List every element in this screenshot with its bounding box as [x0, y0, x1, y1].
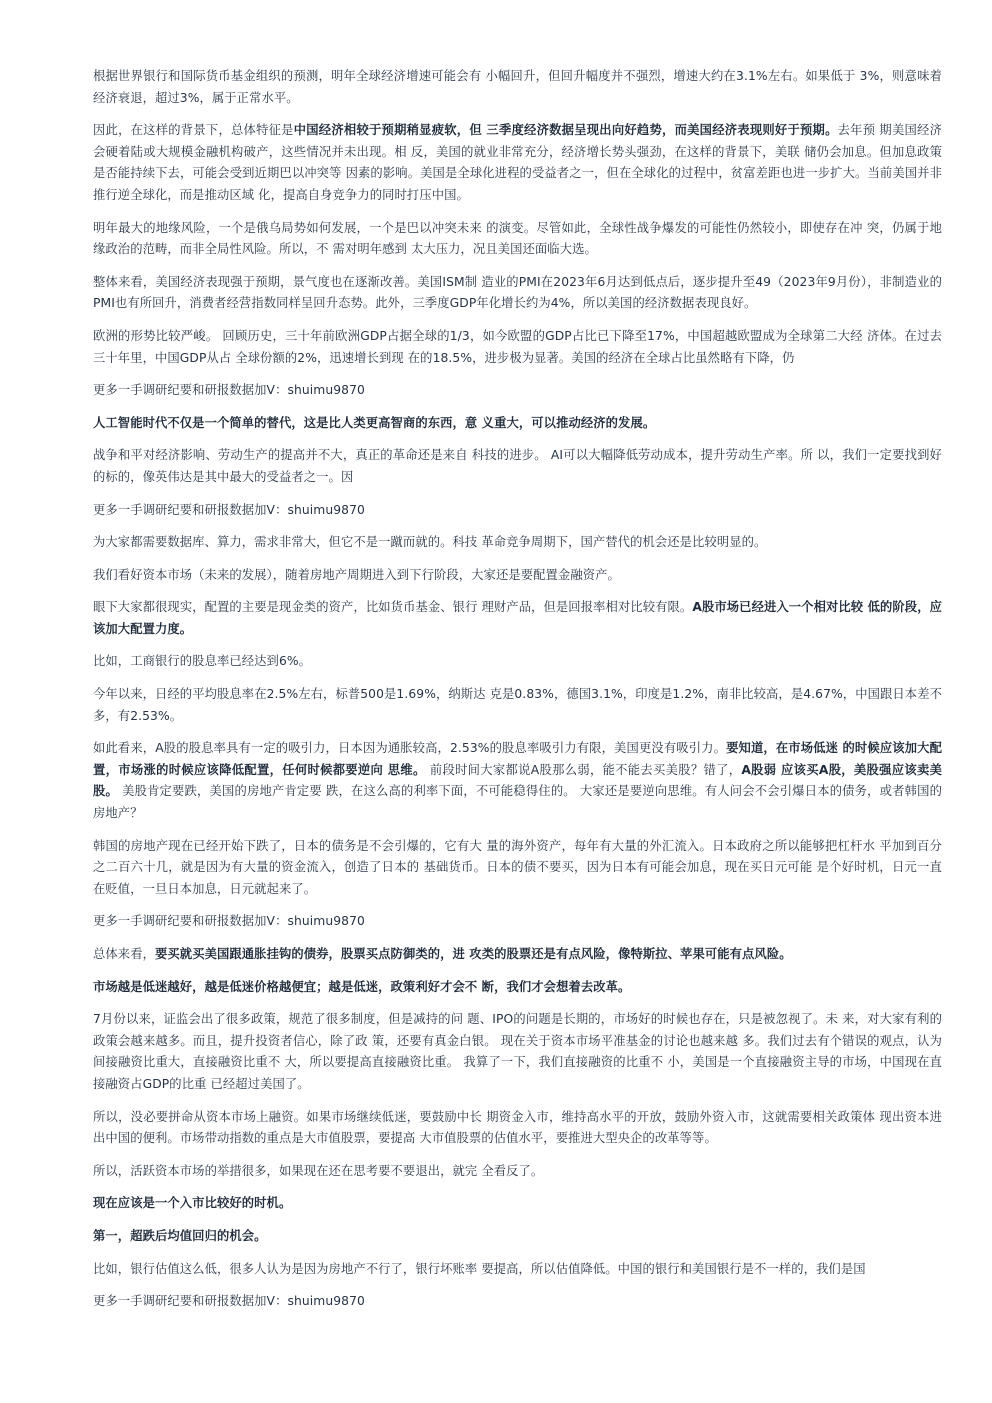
paragraph-text: 韩国的房地产现在已经开始下跌了，日本的债务是不会引爆的，它有大 量的海外资产，每年有大量的外汇流入。日本政府之所以能够把杠杆水 平加到百分之二百六十几，就是因为有大量的资金流入，创造了日本的 基础货币。日本的债不要买，因为日本有可能会加息，现在买日元可能 是个好时机，日元一直在贬值，一旦日本加息，日元就起来了。	[93, 838, 942, 896]
paragraph	[93, 445, 942, 488]
paragraph-text: 更多一手调研纪要和研报数据加V：shuimu9870	[93, 383, 365, 398]
paragraph-text: 美股肯定要跌，美国的房地产肯定要 跌，在这么高的利率下面，不可能稳得住的。 大家还是要逆向思维。有人问会不会引爆日本的债务，或者韩国的房地产？	[93, 784, 943, 821]
bold-text: 人工智能时代不仅是一个简单的替代，这是比人类更高智商的东西，意 义重大，可以推动经济的发展。	[93, 415, 656, 430]
paragraph-text: 整体来看，美国经济表现强于预期，景气度也在逐渐改善。美国ISM制 造业的PMI在2023年6月达到低点后，逐步提升至49（2023年9月份），非制造业的PMI也有所回升，消费者经营指数同样呈回升态势。此外，三季度GDP年化增长约为4%，所以美国的经济数据表现良好。	[93, 274, 942, 311]
paragraph-text: 今年以来，日经的平均股息率在2.5%左右，标普500是1.69%，纳斯达 克是0.83%，德国3.1%，印度是1.2%，南非比较高，是4.67%，中国跟日本差不多，有2.53%。	[93, 687, 942, 723]
paragraph	[93, 911, 942, 933]
paragraph-text: 总体来看，	[93, 947, 155, 961]
paragraph	[93, 977, 942, 999]
bold-text: 要买就买美国跟通胀挂钩的债券，股票买点防御类的，进 攻类的股票还是有点风险，像特斯拉、苹果可能有点风险。	[155, 947, 792, 961]
paragraph	[93, 532, 942, 554]
paragraph-text: 所以，没必要拼命从资本市场上融资。如果市场继续低迷，要鼓励中长 期资金入市，维持高水平的开放，鼓励外资入市，这就需要相关政策体 现出资本进出中国的便利。市场带动指数的重点是大市值股票，要提高 大市值股票的估值水平，要推进大型央企的改革等等。	[93, 1109, 942, 1146]
paragraph-text: 战争和平对经济影响、劳动生产的提高并不大，真正的革命还是来自 科技的进步。 AI可以大幅降低劳动成本，提升劳动生产率。所 以，我们一定要找到好的标的，像英伟达是其中最大的受益者之一。因	[93, 448, 942, 484]
paragraph	[93, 1226, 942, 1248]
paragraph-text: 更多一手调研纪要和研报数据加V：shuimu9870	[93, 502, 365, 517]
paragraph	[93, 1259, 942, 1281]
paragraph-text: 所以，活跃资本市场的举措很多，如果现在还在思考要不要退出，就完 全看反了。	[93, 1163, 544, 1178]
paragraph-text: 比如，银行估值这么低，很多人认为是因为房地产不行了，银行坏账率 要提高，所以估值降低。中国的银行和美国银行是不一样的，我们是国	[93, 1261, 866, 1276]
bold-text: 现在应该是一个入市比较好的时机。	[93, 1196, 292, 1211]
paragraph-text: 因此，在这样的背景下，总体特征是	[93, 123, 294, 138]
paragraph	[93, 597, 942, 640]
bold-text: 市场越是低迷越好，越是低迷价格越便宜；越是低迷，政策利好才会不 断，我们才会想着去改革。	[93, 979, 631, 994]
paragraph-text: 我们看好资本市场（未来的发展），随着房地产周期进入到下行阶段，大家还是要配置金融资产。	[93, 567, 620, 582]
paragraph	[93, 738, 942, 824]
paragraph-text: 前段时间大家都说A股那么弱，能不能去买美股？错了，	[425, 762, 742, 777]
paragraph	[93, 413, 942, 435]
bold-text: A股市场已经进入一个相对比较 低的阶段，应该加大配置力度。	[93, 600, 942, 636]
paragraph	[93, 380, 942, 402]
paragraph	[93, 1161, 942, 1183]
paragraph	[93, 1193, 942, 1215]
paragraph	[93, 565, 942, 587]
paragraph-text: 为大家都需要数据库、算力，需求非常大，但它不是一蹴而就的。科技 革命竞争周期下，国产替代的机会还是比较明显的。	[93, 535, 767, 550]
paragraph	[93, 326, 942, 369]
paragraph	[93, 120, 942, 206]
bold-text: 要知道，在市场低迷 的时候应该加大配置，市场涨的时候应该降低配置，任何时候都要逆向 思维。	[93, 741, 942, 777]
paragraph-text: 比如，工商银行的股息率已经达到6%。	[93, 654, 312, 669]
paragraph-text: 如此看来，A股的股息率具有一定的吸引力，日本因为通胀较高，2.53%的股息率吸引力有限，美国更没有吸引力。	[93, 741, 727, 756]
paragraph	[93, 651, 942, 673]
paragraph-text: 根据世界银行和国际货币基金组织的预测，明年全球经济增速可能会有 小幅回升，但回升幅度并不强烈，增速大约在3.1%左右。如果低于 3%，则意味着经济衰退，超过3%，属于正常水平。	[93, 69, 942, 105]
paragraph	[93, 684, 942, 727]
paragraph	[93, 1107, 942, 1150]
document-body	[93, 66, 942, 1313]
paragraph	[93, 272, 942, 315]
paragraph-text: 更多一手调研纪要和研报数据加V：shuimu9870	[93, 1294, 365, 1309]
paragraph-text: 眼下大家都很现实，配置的主要是现金类的资产，比如货币基金、银行 理财产品，但是回报率相对比较有限。	[93, 600, 693, 615]
paragraph-text: 7月份以来，证监会出了很多政策，规范了很多制度，但是减持的问 题、IPO的问题是长期的，市场好的时候也存在，只是被忽视了。未 来，对大家有利的政策会越来越多。而且，提升投资者信心，除了政 策，还要有真金白银。 现在关于资本市场平准基金的讨论也越来越 多。我们过去有个错误的观点，认为间接融资比重大，直接融资比重不 大，所以要提高直接融资比重。 我算了一下，我们直接融资的比重不 小，美国是一个直接融资主导的市场，中国现在直接融资占GDP的比重 已经超过美国了。	[93, 1012, 942, 1091]
bold-text: 第一，超跌后均值回归的机会。	[93, 1228, 267, 1243]
paragraph	[93, 218, 942, 261]
paragraph	[93, 500, 942, 522]
bold-text: 中国经济相较于预期稍显疲软，但 三季度经济数据呈现出向好趋势，而美国经济表现则好于预期。	[293, 123, 838, 138]
paragraph-text: 欧洲的形势比较严峻。 回顾历史，三十年前欧洲GDP占据全球的1/3，如今欧盟的GDP占比已下降至17%，中国超越欧盟成为全球第二大经 济体。在过去三十年里，中国GDP从占 全球份额的2%，迅速增长到现 在的18.5%，进步极为显著。美国的经济在全球占比虽然略有下降，仍	[93, 328, 942, 365]
bold-text: A股弱 应该买A股，美股强应该卖美股。	[93, 762, 943, 799]
paragraph	[93, 836, 942, 901]
paragraph	[93, 1009, 942, 1095]
paragraph-text: 去年预 期美国经济会硬着陆或大规模金融机构破产，这些情况并未出现。相 反，美国的就业非常充分，经济增长势头强劲，在这样的背景下，美联 储仍会加息。但加息政策是否能持续下去，可能会受到近期巴以冲突等 因素的影响。美国是全球化进程的受益者之一，但在全球化的过程中，贫富差距也进一步扩大。当前美国并非推行逆全球化，而是推动区域 化，提高自身竞争力的同时打压中国。	[93, 123, 943, 202]
paragraph-text: 更多一手调研纪要和研报数据加V：shuimu9870	[93, 914, 365, 929]
paragraph-text: 明年最大的地缘风险，一个是俄乌局势如何发展，一个是巴以冲突未来 的演变。尽管如此，全球性战争爆发的可能性仍然较小，即使存在冲 突，仍属于地缘政治的范畴，而非全局性风险。所以，不 需对明年感到 太大压力，况且美国还面临大选。	[93, 220, 942, 257]
paragraph	[93, 66, 942, 109]
paragraph	[93, 944, 942, 966]
paragraph	[93, 1291, 942, 1313]
